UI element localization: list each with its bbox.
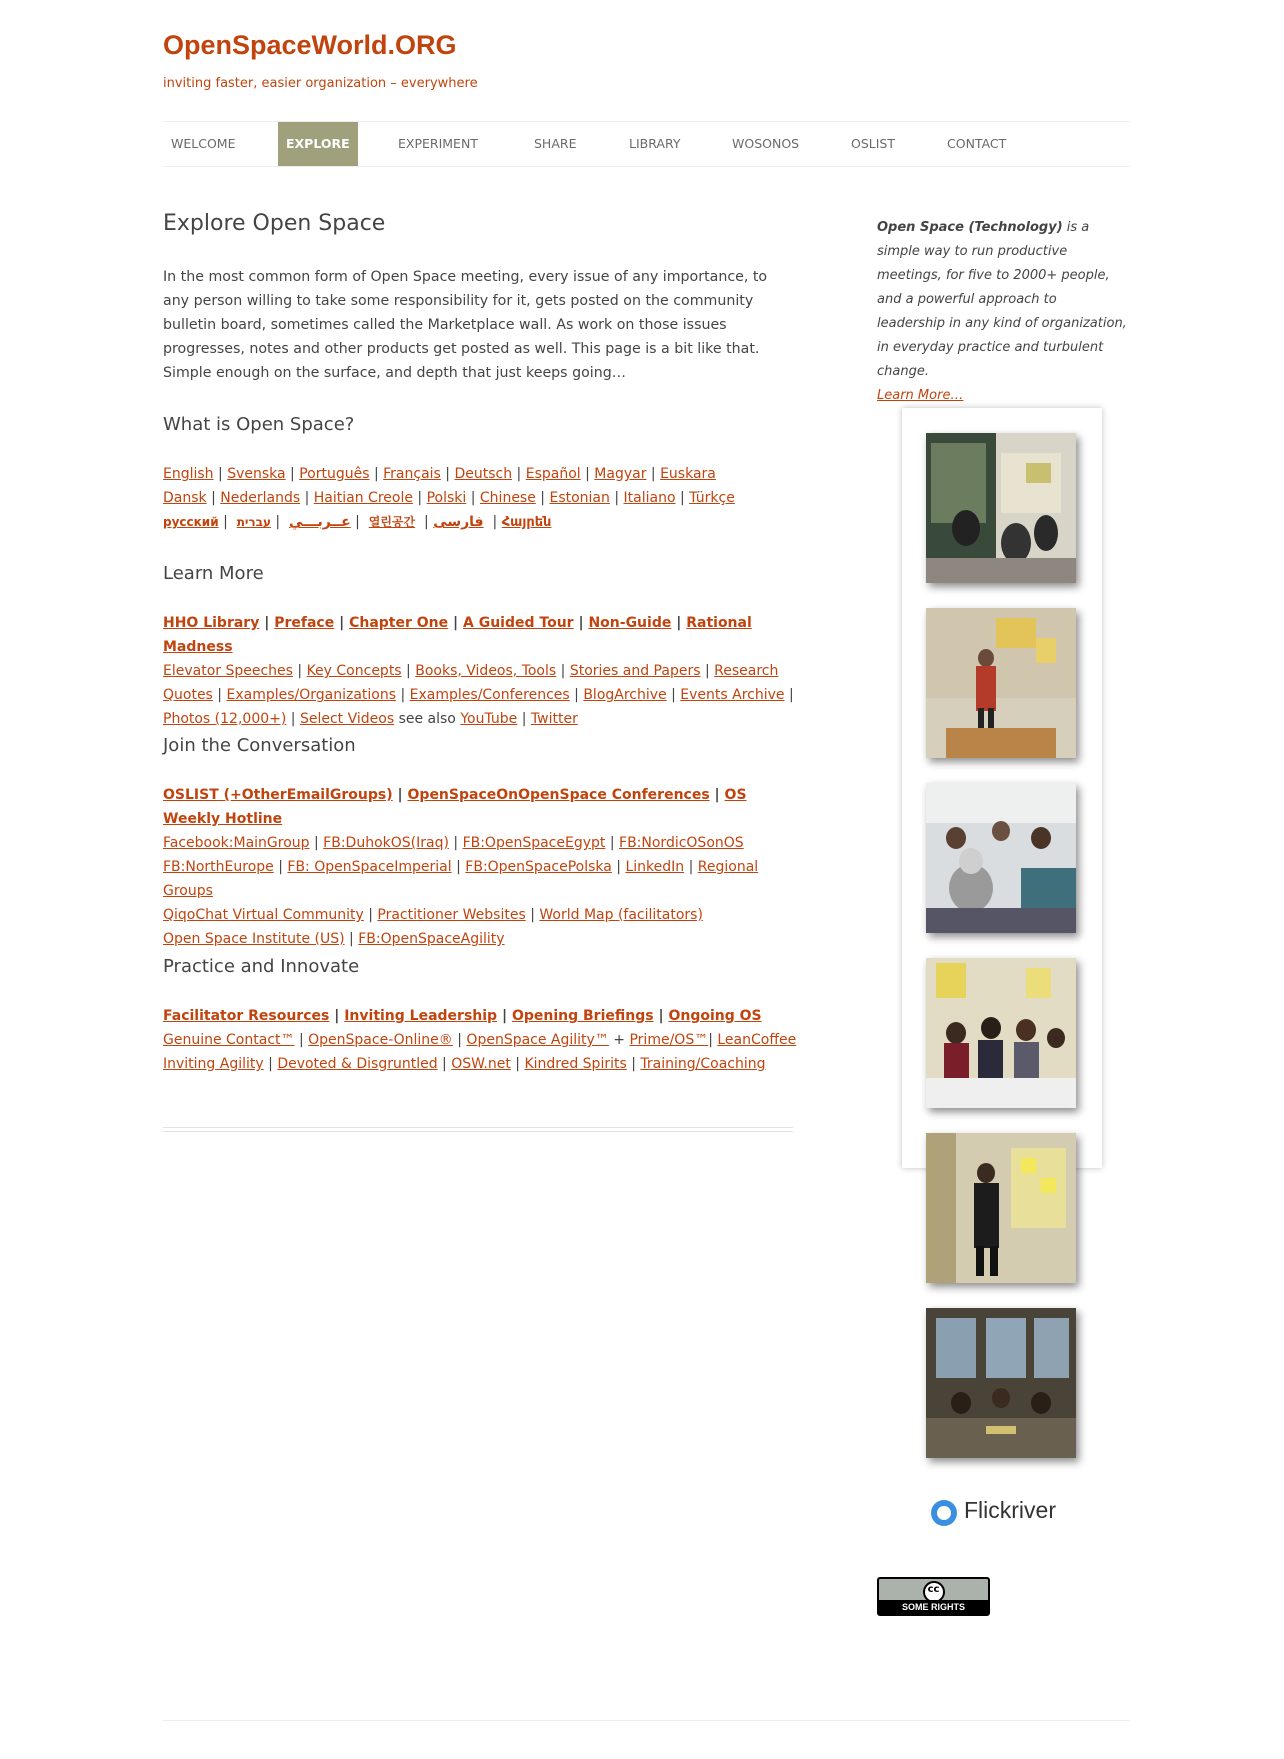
link-chapter-one[interactable]: Chapter One (349, 615, 449, 631)
link-leancoffee[interactable]: LeanCoffee (717, 1032, 797, 1048)
photo-thumbnail[interactable] (926, 1308, 1076, 1458)
link-opening-briefings[interactable]: Opening Briefings (511, 1008, 654, 1024)
nav-wosonos[interactable]: WOSONOS (732, 136, 800, 151)
intro-paragraph: In the most common form of Open Space meeting, every issue of any importance, to any person willing to take some responsibility for it, gets posted on the community bulletin board, sometimes called the Marketplace wall. As work on those issues progresses, notes and other products get posted as well. This page is a bit like that. Simple enough on the surface, and depth that just keeps going… (163, 269, 768, 381)
photo-thumbnail[interactable] (926, 958, 1076, 1108)
link-fb-northeurope[interactable]: FB:NorthEurope (163, 859, 274, 875)
cc-label: SOME RIGHTS RESERVED (879, 1600, 988, 1614)
link-fb-egypt[interactable]: FB:OpenSpaceEgypt (462, 835, 606, 851)
link-guided-tour[interactable]: A Guided Tour (463, 615, 574, 631)
link-dansk[interactable]: Dansk (163, 490, 207, 506)
link-preface[interactable]: Preface (274, 615, 335, 631)
link-portugues[interactable]: Português (299, 466, 370, 482)
link-euskara[interactable]: Euskara (660, 466, 716, 482)
nav-oslist[interactable]: OSLIST (851, 136, 895, 151)
link-espanol[interactable]: Español (525, 466, 581, 482)
content-divider (163, 1127, 793, 1132)
link-hebrew[interactable]: עברית (236, 515, 271, 529)
link-openspace-agility[interactable]: OpenSpace Agility™ (466, 1032, 609, 1048)
link-russian[interactable]: русский (163, 515, 219, 529)
site-title[interactable]: OpenSpaceWorld.ORG (163, 30, 457, 60)
link-prime-os[interactable]: Prime/OS™ (629, 1032, 709, 1048)
page-title: Explore Open Space (163, 211, 386, 236)
link-examples-conferences[interactable]: Examples/Conferences (409, 687, 570, 703)
creative-commons-badge[interactable]: cc SOME RIGHTS RESERVED (877, 1577, 990, 1616)
sidebar-about-bold: Open Space (Technology) (877, 220, 1063, 235)
link-genuine-contact[interactable]: Genuine Contact™ (163, 1032, 295, 1048)
link-research-quotes[interactable]: Research Quotes (163, 663, 779, 703)
link-stories-papers[interactable]: Stories and Papers (569, 663, 701, 679)
nav-library[interactable]: LIBRARY (629, 136, 681, 151)
heading-learn-more: Learn More (163, 563, 264, 584)
link-events-archive[interactable]: Events Archive (680, 687, 785, 703)
heading-what-is-open-space: What is Open Space? (163, 414, 355, 435)
photo-thumbnail[interactable] (926, 433, 1076, 583)
link-inviting-leadership[interactable]: Inviting Leadership (344, 1008, 498, 1024)
nav-contact[interactable]: CONTACT (947, 136, 1007, 151)
link-fb-agility[interactable]: FB:OpenSpaceAgility (358, 931, 505, 947)
link-photos[interactable]: Photos (12,000+) (163, 711, 287, 727)
link-twitter[interactable]: Twitter (530, 711, 578, 727)
link-world-map[interactable]: World Map (facilitators) (539, 907, 703, 923)
plus-sign: + (613, 1032, 626, 1048)
link-estonian[interactable]: Estonian (549, 490, 610, 506)
link-turkce[interactable]: Türkçe (689, 490, 735, 506)
link-chinese[interactable]: Chinese (479, 490, 536, 506)
link-english[interactable]: English (163, 466, 214, 482)
nav-explore[interactable]: EXPLORE (278, 122, 358, 166)
link-os-weekly-hotline[interactable]: OS Weekly Hotline (163, 787, 747, 827)
link-polski[interactable]: Polski (426, 490, 467, 506)
link-practitioner-websites[interactable]: Practitioner Websites (377, 907, 526, 923)
link-deutsch[interactable]: Deutsch (454, 466, 513, 482)
sidebar-about-text: is a simple way to run productive meetings, for five to 2000+ people, and a powerful approach to leadership in any kind of organization, in everyday practice and turbulent change. (877, 220, 1127, 379)
sidebar-learn-more-link[interactable]: Learn More… (877, 388, 964, 403)
link-facilitator-resources[interactable]: Facilitator Resources (163, 1008, 330, 1024)
link-osonos-conferences[interactable]: OpenSpaceOnOpenSpace Conferences (407, 787, 710, 803)
heading-practice-innovate: Practice and Innovate (163, 956, 360, 977)
link-examples-organizations[interactable]: Examples/Organizations (226, 687, 397, 703)
link-fb-polska[interactable]: FB:OpenSpacePolska (465, 859, 612, 875)
link-devoted-disgruntled[interactable]: Devoted & Disgruntled (277, 1056, 438, 1072)
language-links: English | Svenska | Português | Français | Deutsch | Español | Magyar | Euskara Dansk | Nederlands | Haitian Creole | Polski | Chinese | Estonian | Italiano | Türkçe русский | عــربـــي | עברית | 열린공간 | فارسی | Հայրեն (163, 466, 735, 530)
link-haitian-creole[interactable]: Haitian Creole (313, 490, 413, 506)
link-farsi[interactable]: فارسی (433, 514, 484, 530)
see-also-text: see also (398, 711, 456, 727)
link-ongoing-os[interactable]: Ongoing OS (668, 1008, 762, 1024)
link-arabic[interactable]: عــربـــي (289, 514, 351, 530)
link-key-concepts[interactable]: Key Concepts (306, 663, 402, 679)
flickriver-widget (902, 408, 1102, 1523)
link-openspace-online[interactable]: OpenSpace-Online® (308, 1032, 453, 1048)
photo-thumbnail[interactable] (926, 1133, 1076, 1283)
site-description: inviting faster, easier organization – everywhere (163, 76, 478, 91)
heading-join-conversation: Join the Conversation (163, 735, 356, 756)
link-inviting-agility[interactable]: Inviting Agility (163, 1056, 264, 1072)
link-fb-main-group[interactable]: Facebook:MainGroup (163, 835, 310, 851)
sidebar-about (877, 216, 1127, 408)
footer-divider (163, 1720, 1130, 1721)
practice-links: Facilitator Resources | Inviting Leadership | Opening Briefings | Ongoing OS Genuine Contact™ | OpenSpace-Online® | OpenSpace Agility™ + Prime/OS™| LeanCoffee Inviting Agility | Devoted & Disgruntled | OSW.net | Kindred Spirits | Training/Coaching (163, 1008, 797, 1072)
link-armenian[interactable]: Հայրեն (501, 515, 552, 530)
link-korean[interactable]: 열린공간 (368, 515, 416, 529)
link-youtube[interactable]: YouTube (460, 711, 518, 727)
nav-share[interactable]: SHARE (534, 136, 577, 151)
link-select-videos[interactable]: Select Videos (299, 711, 395, 727)
link-fb-nordic[interactable]: FB:NordicOSonOS (619, 835, 744, 851)
photo-thumbnail[interactable] (926, 608, 1076, 758)
link-elevator-speeches[interactable]: Elevator Speeches (163, 663, 293, 679)
nav-welcome[interactable]: WELCOME (171, 136, 236, 151)
link-magyar[interactable]: Magyar (594, 466, 647, 482)
link-rational-madness[interactable]: Rational Madness (163, 615, 752, 655)
nav-experiment[interactable]: EXPERIMENT (398, 136, 478, 151)
link-hho-library[interactable]: HHO Library (163, 615, 260, 631)
link-nederlands[interactable]: Nederlands (220, 490, 301, 506)
link-training-coaching[interactable]: Training/Coaching (640, 1056, 766, 1072)
link-osw-net[interactable]: OSW.net (451, 1056, 511, 1072)
join-links: OSLIST (+OtherEmailGroups) | OpenSpaceOnOpenSpace Conferences | OS Weekly Hotline Facebook:MainGroup | FB:DuhokOS(Iraq) | FB:OpenSpaceEgypt | FB:NordicOSonOS FB:NorthEurope | FB: OpenSpaceImperial | FB:OpenSpacePolska | LinkedIn | Regional Groups QiqoChat Virtual Community | Practitioner Websites | World Map (facilitators) Open Space Institute (US) | FB:OpenSpaceAgility (163, 787, 759, 947)
link-blog-archive[interactable]: BlogArchive (583, 687, 667, 703)
link-linkedin[interactable]: LinkedIn (625, 859, 685, 875)
link-regional-groups[interactable]: Regional Groups (163, 859, 759, 899)
link-qiqochat[interactable]: QiqoChat Virtual Community (163, 907, 364, 923)
learn-more-links: HHO Library | Preface | Chapter One | A Guided Tour | Non-Guide | Rational Madness Elevator Speeches | Key Concepts | Books, Videos, Tools | Stories and Papers | Research Quotes | Examples/Organizations | Examples/Conferences | BlogArchive | Events Archive | Photos (12,000+) | Select Videos see also YouTube | Twitter (163, 615, 794, 727)
link-non-guide[interactable]: Non-Guide (588, 615, 672, 631)
photo-thumbnail[interactable] (926, 783, 1076, 933)
main-navigation (163, 121, 1130, 167)
link-italiano[interactable]: Italiano (623, 490, 676, 506)
link-books-videos-tools[interactable]: Books, Videos, Tools (415, 663, 557, 679)
link-svenska[interactable]: Svenska (227, 466, 286, 482)
link-osi-us[interactable]: Open Space Institute (US) (163, 931, 345, 947)
flickriver-label: Flickriver (964, 1497, 1056, 1523)
link-fb-duhok[interactable]: FB:DuhokOS(Iraq) (323, 835, 449, 851)
link-francais[interactable]: Français (383, 466, 441, 482)
link-fb-imperial[interactable]: FB: OpenSpaceImperial (287, 859, 452, 875)
link-kindred-spirits[interactable]: Kindred Spirits (524, 1056, 627, 1072)
link-oslist[interactable]: OSLIST (+OtherEmailGroups) (163, 787, 393, 803)
